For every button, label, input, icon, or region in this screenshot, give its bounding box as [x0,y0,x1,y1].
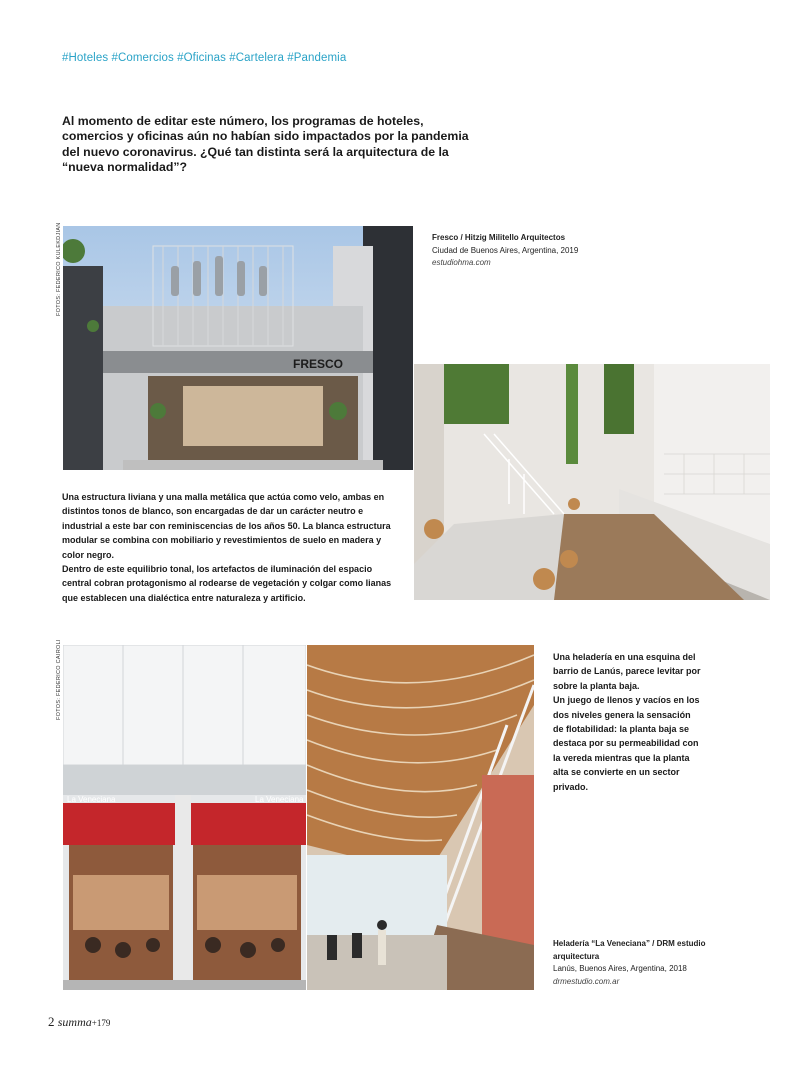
veneciana-sign-right: La Veneciana [255,795,304,804]
caption-veneciana-location: Lanús, Buenos Aires, Argentina, 2018 [553,964,687,974]
body-text-fresco [62,490,402,605]
photo-fresco-facade [63,226,413,470]
photo-veneciana-interior [307,645,534,990]
caption-fresco-web: estudiohma.com [432,258,491,268]
body-text-fresco-p1: Una estructura liviana y una malla metálica que actúa como velo, ambas en distintos tonos de blanco, son encargadas de dar un carácter neutro e industrial a este bar con reminiscencias de los años 50. La blanca estructura modular se combina con mobiliario y revestimientos de suelo en madera y color negro. [62,492,391,560]
caption-fresco [432,232,622,270]
photo-veneciana-facade [63,645,306,990]
photo-credit-2: FOTOS: FEDERICO CAIROLI [56,639,62,720]
caption-fresco-title: Fresco / Hitzig Militello Arquitectos [432,233,566,242]
fresco-sign: FRESCO [293,357,344,371]
body-text-fresco-p2: Dentro de este equilibrio tonal, los artefactos de iluminación del espacio central cobran protagonismo al rodearse de vegetación y colgar como lianas que establecen una dialéctica entre naturaleza y artificio. [62,564,392,603]
body-text-veneciana [553,650,703,794]
hashtag-line: #Hoteles #Comercios #Oficinas #Cartelera #Pandemia [62,52,347,64]
caption-veneciana-web: drmestudio.com.ar [553,976,620,986]
page-number: 2 [48,1014,55,1029]
magazine-name: summa [57,1015,92,1029]
page-folio [48,1014,110,1030]
issue-number: +179 [91,1018,111,1028]
body-text-veneciana-p1: Una heladería en una esquina del barrio de Lanús, parece levitar por sobre la planta baja. [553,652,701,691]
caption-veneciana [553,938,713,988]
body-text-veneciana-p2: Un juego de llenos y vacíos en los dos niveles genera la sensación de flotabilidad: la planta baja se destaca por su permeabilidad con la vereda mientras que la planta alta se convierte en un sector privado. [553,695,700,792]
caption-fresco-location: Ciudad de Buenos Aires, Argentina, 2019 [432,245,579,255]
photo-credit-1: FOTOS: FEDERICO KULEKDJIAN [56,222,62,316]
photo-fresco-interior [414,364,770,600]
intro-paragraph: Al momento de editar este número, los programas de hoteles, comercios y oficinas aún no habían sido impactados por la pandemia del nuevo coronavirus. ¿Qué tan distinta será la arquitectura de la “nueva normalidad”? [62,114,469,175]
caption-veneciana-title: Heladería “La Veneciana” / DRM estudio arquitectura [553,939,706,961]
veneciana-sign-left: La Veneciana [67,795,116,804]
